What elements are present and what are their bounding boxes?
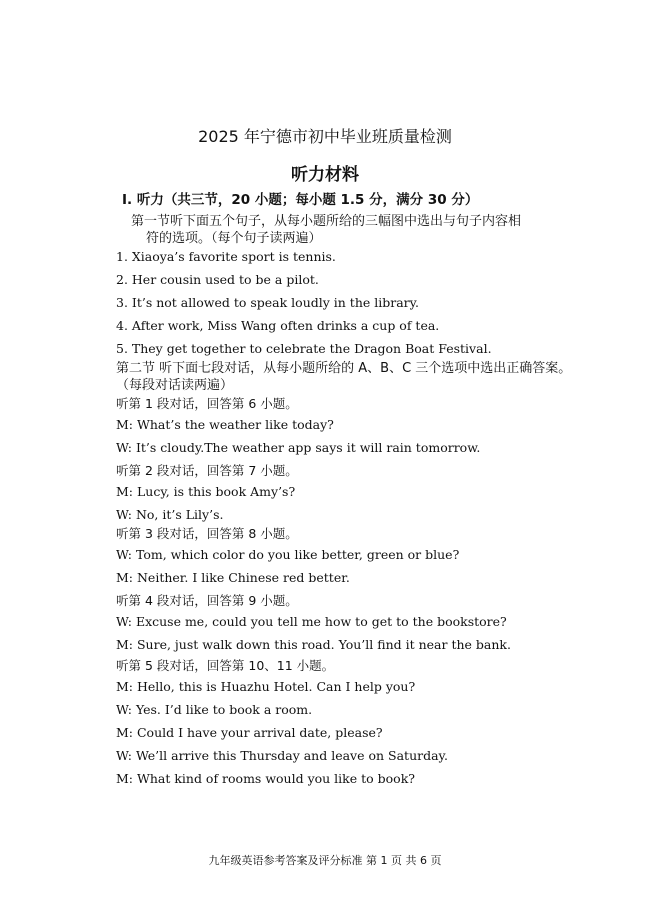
section1-instruction-line1: 第一节听下面五个句子，从每小题所给的三幅图中选出与句子内容相 [131,214,522,229]
dialog-line: M: Lucy, is this book Amy’s? [116,484,296,499]
dialog-4-header: 听第 4 段对话，回答第 9 小题。 [116,593,298,608]
sentence-3: 3. It’s not allowed to speak loudly in the library. [116,295,420,310]
section1-instruction-line2: 符的选项。（每个句子读两遍） [146,231,322,246]
dialog-line: M: Could I have your arrival date, please? [116,725,383,740]
dialog-line: M: What kind of rooms would you like to book? [116,771,415,786]
dialog-line: W: Excuse me, could you tell me how to get to the bookstore? [116,614,507,629]
dialog-2-header: 听第 2 段对话，回答第 7 小题。 [116,463,298,478]
dialog-line: M: Sure, just walk down this road. You’ll find it near the bank. [116,637,511,652]
dialog-3-header: 听第 3 段对话，回答第 8 小题。 [116,526,298,541]
dialog-line: M: Neither. I like Chinese red better. [116,570,350,585]
dialog-1-header: 听第 1 段对话，回答第 6 小题。 [116,396,298,411]
exam-title: 2025 年宁德市初中毕业班质量检测 [198,127,452,146]
dialog-line: W: We’ll arrive this Thursday and leave on Saturday. [116,748,448,763]
dialog-line: W: Yes. I’d like to book a room. [116,702,313,717]
dialog-line: W: No, it’s Lily’s. [116,507,224,522]
section2-instruction-line1: 第二节 听下面七段对话，从每小题所给的 A、B、C 三个选项中选出正确答案。 [116,361,572,376]
page-footer: 九年级英语参考答案及评分标准 第 1 页 共 6 页 [208,854,442,867]
page-subtitle: 听力材料 [291,165,359,185]
dialog-line: M: What’s the weather like today? [116,417,334,432]
dialog-line: W: It’s cloudy.The weather app says it will rain tomorrow. [116,440,481,455]
sentence-4: 4. After work, Miss Wang often drinks a cup of tea. [116,318,440,333]
sentence-2: 2. Her cousin used to be a pilot. [116,272,319,287]
sentence-1: 1. Xiaoya’s favorite sport is tennis. [116,249,336,264]
sentence-5: 5. They get together to celebrate the Dragon Boat Festival. [116,341,492,356]
dialog-line: M: Hello, this is Huazhu Hotel. Can I help you? [116,679,416,694]
dialog-5-header: 听第 5 段对话，回答第 10、11 小题。 [116,658,335,673]
part-heading: Ⅰ. 听力（共三节，20 小题；每小题 1.5 分，满分 30 分） [122,192,479,208]
dialog-line: W: Tom, which color do you like better, green or blue? [116,547,460,562]
section2-instruction-line2: （每段对话读两遍） [116,378,234,393]
